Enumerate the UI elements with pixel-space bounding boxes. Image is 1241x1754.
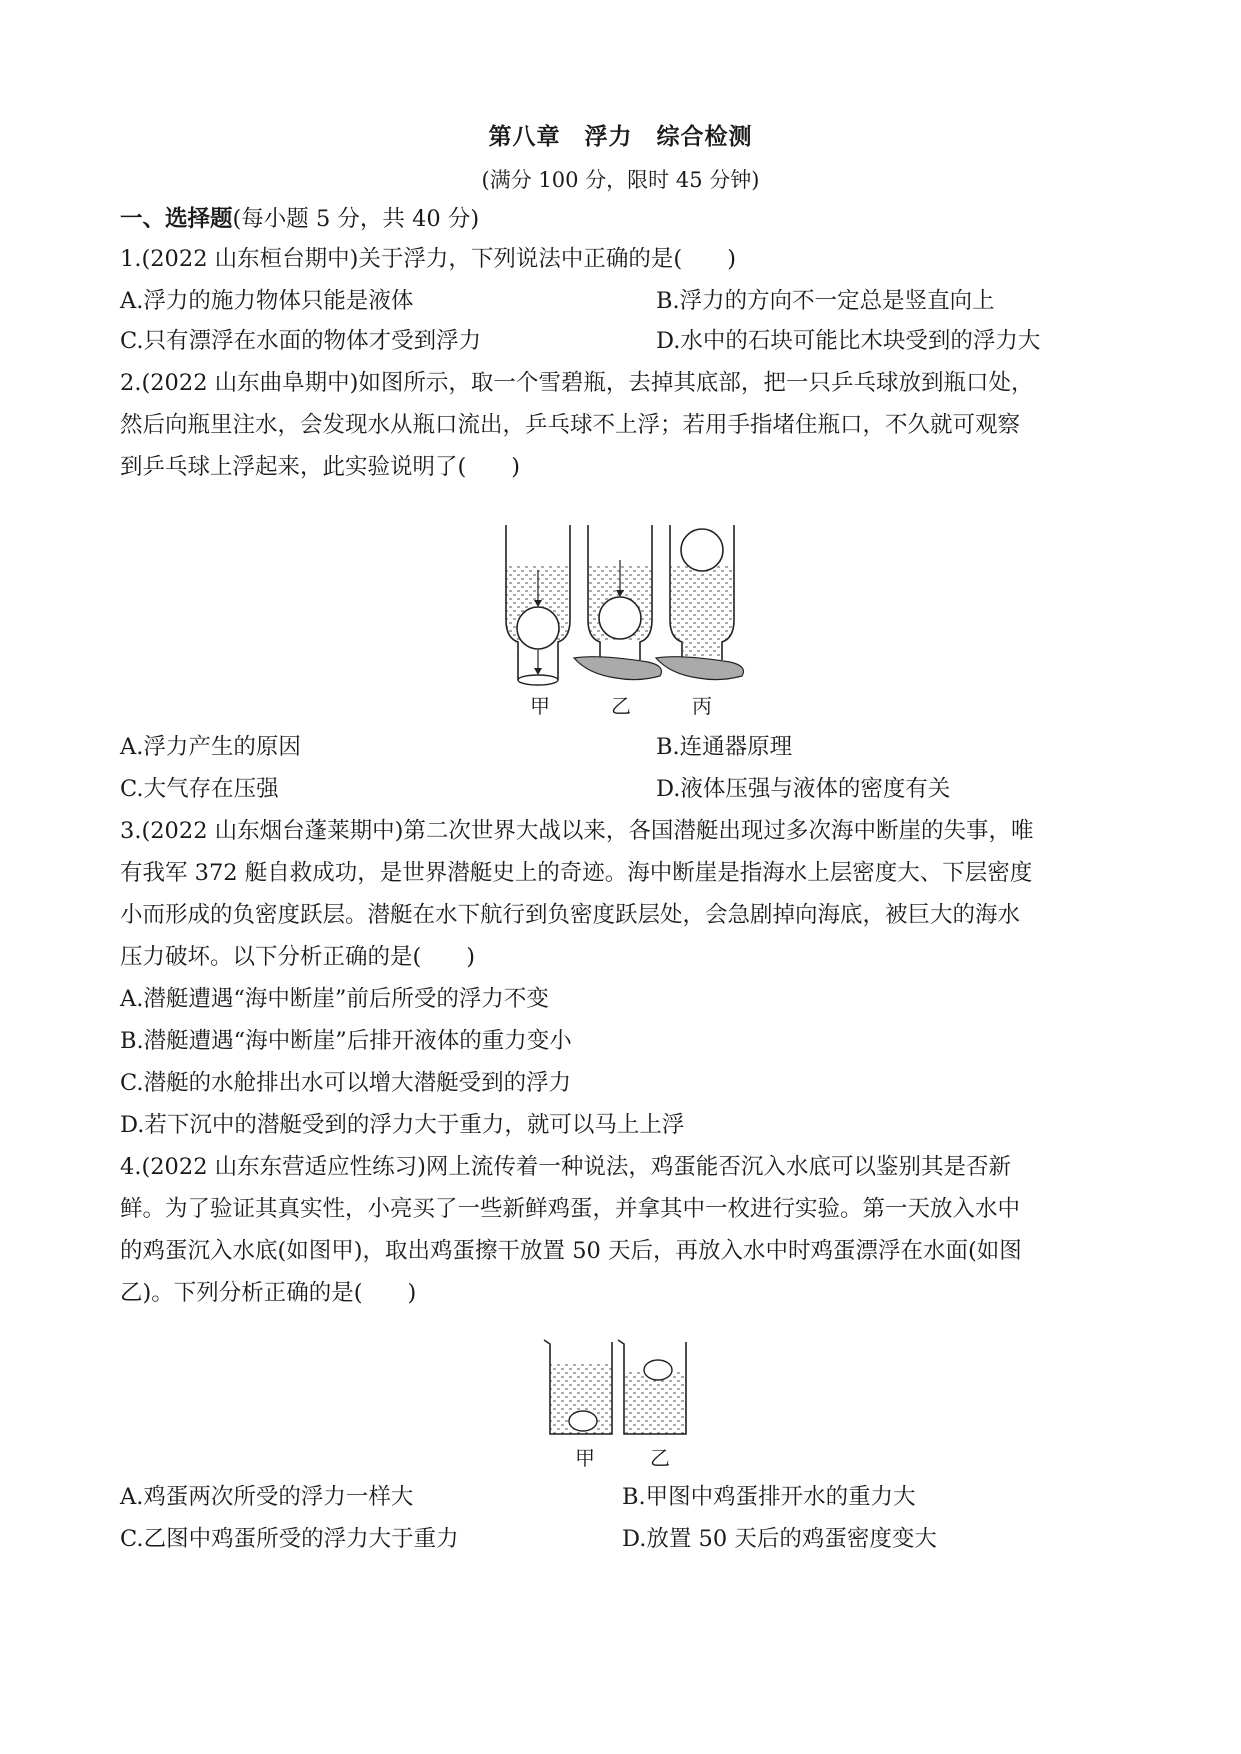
q4-option-b: B.甲图中鸡蛋排开水的重力大 xyxy=(622,1484,916,1510)
q4-stem-line1: 4.(2022 山东东营适应性练习)网上流传着一种说法，鸡蛋能否沉入水底可以鉴别其是否新 xyxy=(120,1154,1011,1180)
q4-option-a: A.鸡蛋两次所受的浮力一样大 xyxy=(120,1484,414,1510)
q4-stem-line4: 乙)。下列分析正确的是( ) xyxy=(120,1280,417,1306)
q3-option-b: B.潜艇遭遇“海中断崖”后排开液体的重力变小 xyxy=(120,1028,572,1054)
q3-stem-line3: 小而形成的负密度跃层。潜艇在水下航行到负密度跃层处，会急剧掉向海底，被巨大的海水 xyxy=(120,902,1021,928)
section-note: (每小题 5 分，共 40 分) xyxy=(232,206,480,232)
q4-option-c: C.乙图中鸡蛋所受的浮力大于重力 xyxy=(120,1526,459,1552)
bottle-jia xyxy=(506,525,570,685)
egg-beaker-figure xyxy=(540,1338,690,1438)
q1-option-d: D.水中的石块可能比木块受到的浮力大 xyxy=(656,328,1041,354)
q1-option-c: C.只有漂浮在水面的物体才受到浮力 xyxy=(120,328,482,354)
q4-stem-line2: 鲜。为了验证其真实性，小亮买了一些新鲜鸡蛋，并拿其中一枚进行实验。第一天放入水中 xyxy=(120,1196,1021,1222)
page-title: 第八章 浮力 综合检测 xyxy=(488,123,753,150)
q2-option-c: C.大气存在压强 xyxy=(120,776,279,802)
bottle-experiment-figure xyxy=(488,520,748,710)
bottle-yi xyxy=(574,525,662,680)
fig1-label-jia: 甲 xyxy=(530,694,550,718)
q2-option-d: D.液体压强与液体的密度有关 xyxy=(656,776,951,802)
q2-stem-line3: 到乒乓球上浮起来，此实验说明了( ) xyxy=(120,454,521,480)
section-heading xyxy=(120,208,479,231)
q4-option-d: D.放置 50 天后的鸡蛋密度变大 xyxy=(622,1526,937,1552)
q4-stem-line3: 的鸡蛋沉入水底(如图甲)，取出鸡蛋擦干放置 50 天后，再放入水中时鸡蛋漂浮在水面(如图 xyxy=(120,1238,1022,1264)
fig1-label-bing: 丙 xyxy=(692,694,712,718)
page-subtitle: (满分 100 分，限时 45 分钟) xyxy=(481,168,760,192)
q2-option-b: B.连通器原理 xyxy=(656,734,793,760)
q1-option-a: A.浮力的施力物体只能是液体 xyxy=(120,288,414,314)
q2-stem-line1: 2.(2022 山东曲阜期中)如图所示，取一个雪碧瓶，去掉其底部，把一只乒乓球放到瓶口处， xyxy=(120,370,1034,396)
q3-option-c: C.潜艇的水舱排出水可以增大潜艇受到的浮力 xyxy=(120,1070,572,1096)
q2-option-a: A.浮力产生的原因 xyxy=(120,734,301,760)
beaker-jia xyxy=(544,1340,612,1434)
q2-stem-line2: 然后向瓶里注水，会发现水从瓶口流出，乒乓球不上浮；若用手指堵住瓶口，不久就可观察 xyxy=(120,412,1021,438)
fig2-label-yi: 乙 xyxy=(650,1446,670,1470)
q3-option-d: D.若下沉中的潜艇受到的浮力大于重力，就可以马上上浮 xyxy=(120,1112,685,1138)
q3-stem-line1: 3.(2022 山东烟台蓬莱期中)第二次世界大战以来，各国潜艇出现过多次海中断崖的失事，唯 xyxy=(120,818,1034,844)
q1-stem: 1.(2022 山东桓台期中)关于浮力，下列说法中正确的是( ) xyxy=(120,246,736,272)
section-title: 一、选择题 xyxy=(120,206,233,232)
q3-stem-line4: 压力破坏。以下分析正确的是( ) xyxy=(120,944,476,970)
fig1-label-yi: 乙 xyxy=(611,694,631,718)
q3-stem-line2: 有我军 372 艇自救成功，是世界潜艇史上的奇迹。海中断崖是指海水上层密度大、下层密度 xyxy=(120,860,1033,886)
q1-option-b: B.浮力的方向不一定总是竖直向上 xyxy=(656,288,995,314)
beaker-yi xyxy=(618,1340,686,1434)
fig2-label-jia: 甲 xyxy=(575,1446,595,1470)
bottle-bing xyxy=(656,525,744,680)
q3-option-a: A.潜艇遭遇“海中断崖”前后所受的浮力不变 xyxy=(120,986,549,1012)
